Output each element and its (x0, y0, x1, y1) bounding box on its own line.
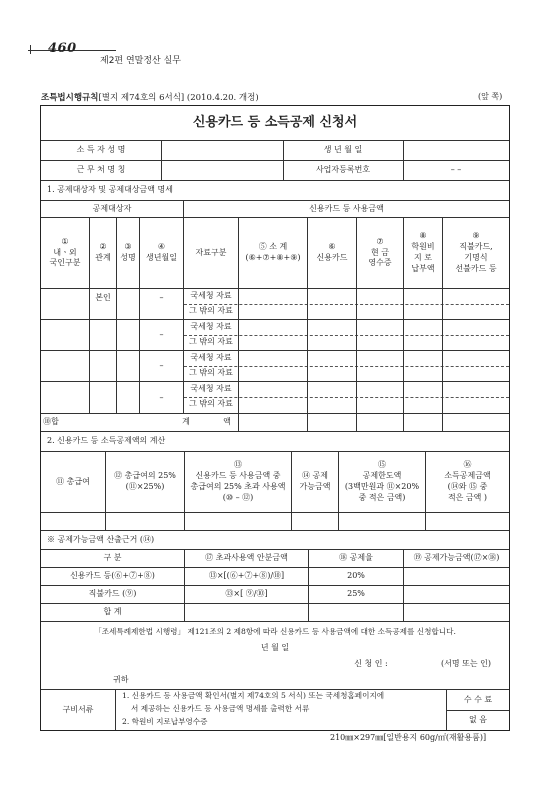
other-data: 그 밖의 자료 (189, 306, 233, 316)
workplace-field[interactable] (162, 161, 282, 180)
dash: – (159, 360, 164, 370)
total-amount-label: 액 (223, 417, 231, 427)
label-name: 소 득 자 성 명 (76, 145, 126, 155)
calc-h-category: 구 분 (103, 553, 122, 563)
calc-basis-title: ※ 공제가능금액 산출근거 (⑭) (47, 534, 155, 544)
s2-limit: ⑮ 공제한도액 (3백만원과 ⑪×20% 중 적은 금액) (344, 460, 420, 502)
label-workplace: 근 무 처 명 칭 (76, 165, 126, 175)
bizno-field[interactable]: – – (450, 165, 462, 175)
law-form-no: [별지 제74호의 6서식] (2010.4.20. 개정) (98, 93, 259, 103)
section1-title: 1. 공제대상자 및 공제대상금액 명세 (47, 185, 173, 195)
dob-field[interactable] (404, 141, 508, 160)
calc-row-debit: 직불카드 (⑨) (88, 589, 137, 599)
date-line: 년 월 일 (260, 642, 290, 652)
form-title: 신용카드 등 소득공제 신청서 (192, 115, 358, 131)
col-birthdate: ④ 생년월일 (146, 242, 177, 262)
fee-label: 수 수 료 (463, 694, 493, 704)
other-data: 그 밖의 자료 (189, 368, 233, 378)
fee-value: 없 음 (469, 715, 487, 725)
col-nationality: ① 내ㆍ외 국인구분 (49, 236, 81, 268)
col-academy-giro: ⑧ 학원비 지 로 납부액 (411, 231, 435, 273)
name-field[interactable] (162, 141, 282, 160)
col-cash-receipt: ⑦ 현 금 영수증 (368, 236, 392, 268)
self-label: 본인 (95, 292, 111, 302)
recipient-suffix: 귀하 (113, 674, 129, 684)
calc-row-total: 합 계 (103, 607, 122, 617)
docs-item-1: 1. 신용카드 등 사용금액 확인서(별지 제74호의 5 서식) 또는 국세청홈페이지에 (122, 691, 385, 701)
section2-title: 2. 신용카드 등 소득공제액의 계산 (47, 436, 166, 446)
label-dob: 생 년 월 일 (323, 145, 363, 155)
col-name: ③ 성명 (120, 242, 136, 262)
signature-field[interactable]: (서명 또는 인) (441, 658, 491, 668)
s2-salary-25pct: ⑫ 총급여의 25% (⑪×25%) (114, 471, 176, 491)
paper-spec-footer: 210㎜×297㎜[일반용지 60g/㎡(재활용품)] (330, 733, 487, 742)
sec1-target-header: 공제대상자 (92, 203, 132, 213)
s2-deduction-amount: ⑯ 소득공제금액 (⑭와 ⑮ 중 적은 금액 ) (444, 460, 491, 502)
other-data: 그 밖의 자료 (189, 399, 233, 409)
calc-h-allocation: ⑰ 초과사용액 안분금액 (205, 553, 288, 563)
calc-h-rate: ⑱ 공제율 (339, 553, 373, 563)
application-form (40, 105, 510, 731)
col-subtotal: ⑤ 소 계 (⑥+⑦+⑧+⑨) (245, 242, 301, 262)
calc-h-deductible: ⑲ 공제가능금액(⑰×⑱) (413, 553, 500, 563)
calc-row-credit: 신용카드 등(⑥+⑦+⑧) (70, 571, 155, 581)
law-name: 조특법시행규칙 (41, 93, 99, 103)
dash: – (159, 329, 164, 339)
docs-item-2: 2. 학원비 지로납부영수증 (122, 717, 208, 727)
dash: – (159, 292, 164, 302)
sec1-amount-header: 신용카드 등 사용금액 (309, 203, 384, 213)
s2-deductible: ⑭ 공제 가능금액 (299, 471, 331, 491)
other-data: 그 밖의 자료 (189, 337, 233, 347)
calc-credit-formula: ⑬×[(⑥+⑦+⑧)/⑩] (208, 571, 285, 581)
page-side: (앞 쪽) (478, 92, 503, 101)
docs-label: 구비서류 (62, 704, 94, 714)
col-data-type: 자료구분 (195, 247, 227, 257)
page-number: 460 (48, 41, 77, 56)
docs-item-1-cont: 서 제공하는 신용카드 등 사용금액 명세를 출력한 서류 (131, 704, 310, 714)
chapter-title: 제2편 연말정산 실무 (100, 56, 182, 66)
col-credit-card: ⑥ 신용카드 (316, 242, 348, 262)
col-relation: ② 관계 (95, 242, 111, 262)
law-reference (41, 91, 259, 103)
s2-excess-usage: ⑬ 신용카드 등 사용금액 중 총급여의 25% 초과 사용액 (⑩ – ⑫) (190, 460, 286, 502)
label-bizno: 사업자등록번호 (315, 165, 371, 175)
applicant-label: 신 청 인 : (354, 658, 388, 668)
col-debit-card: ⑨ 직불카드, 기명식 선불카드 등 (455, 231, 497, 273)
s2-total-salary: ⑪ 총급여 (56, 476, 90, 486)
nts-data: 국세청 자료 (190, 353, 232, 363)
nts-data: 국세청 자료 (190, 322, 232, 332)
total-mark: ⑩합 (43, 417, 59, 427)
dash: – (159, 392, 164, 402)
calc-debit-rate: 25% (347, 589, 365, 599)
nts-data: 국세청 자료 (190, 291, 232, 301)
total-label: 계 (182, 417, 190, 427)
calc-credit-rate: 20% (347, 571, 365, 581)
calc-debit-formula: ⑬×[ ⑨/⑩] (225, 589, 268, 599)
declaration: 「조세특례제한법 시행령」 제121조의 2 제8항에 따라 신용카드 등 사용금액에 대한 소득공제를 신청합니다. (94, 626, 456, 636)
nts-data: 국세청 자료 (190, 384, 232, 394)
